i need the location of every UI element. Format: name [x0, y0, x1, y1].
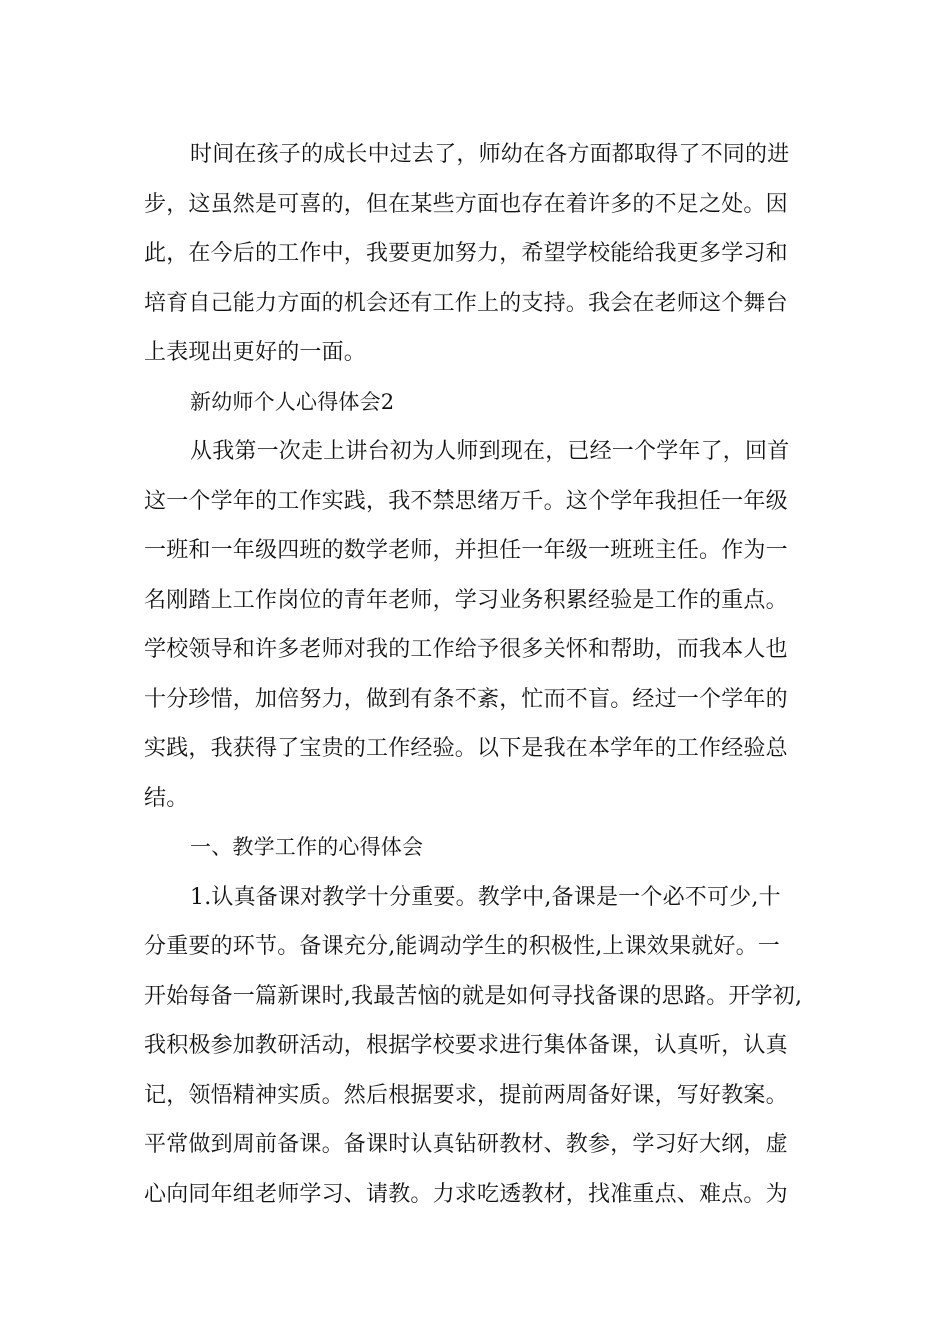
text-line: 步，这虽然是可喜的，但在某些方面也存在着许多的不足之处。因 — [144, 191, 788, 217]
paragraph-3 — [144, 873, 810, 1220]
text-line: 我积极参加教研活动，根据学校要求进行集体备课，认真听，认真 — [144, 1033, 788, 1058]
section-heading-teaching: 一、教学工作的心得体会 — [190, 835, 424, 859]
text-line: 学校领导和许多老师对我的工作给予很多关怀和帮助，而我本人也 — [144, 637, 788, 662]
paragraph-2 — [144, 427, 810, 823]
document-page — [144, 130, 810, 1219]
text-line: 这一个学年的工作实践，我不禁思绪万千。这个学年我担任一年级 — [144, 488, 788, 514]
text-line: 1.认真备课对教学十分重要。教学中,备课是一个必不可少,十 — [190, 884, 781, 910]
text-line: 名刚踏上工作岗位的青年老师，学习业务积累经验是工作的重点。 — [144, 587, 788, 613]
text-line: 实践，我获得了宝贵的工作经验。以下是我在本学年的工作经验总 — [144, 736, 788, 761]
text-line: 培育自己能力方面的机会还有工作上的支持。我会在老师这个舞台 — [144, 290, 788, 316]
text-line: 时间在孩子的成长中过去了，师幼在各方面都取得了不同的进 — [190, 142, 790, 167]
text-line: 十分珍惜，加倍努力，做到有条不紊，忙而不盲。经过一个学年的 — [144, 686, 788, 712]
text-line: 此，在今后的工作中，我要更加努力，希望学校能给我更多学习和 — [144, 241, 788, 266]
text-line: 平常做到周前备课。备课时认真钻研教材、教参，学习好大纲，虚 — [144, 1132, 788, 1157]
text-line: 从我第一次走上讲台初为人师到现在，已经一个学年了，回首 — [190, 439, 790, 464]
text-line: 上表现出更好的一面。 — [144, 340, 367, 365]
text-line: 心向同年组老师学习、请教。力求吃透教材，找准重点、难点。为 — [144, 1181, 788, 1207]
text-line: 一班和一年级四班的数学老师，并担任一年级一班班主任。作为一 — [144, 538, 788, 563]
section-heading-2: 新幼师个人心得体会2 — [190, 389, 395, 414]
text-line: 记，领悟精神实质。然后根据要求，提前两周备好课，写好教案。 — [144, 1082, 788, 1108]
text-line: 开始每备一篇新课时,我最苦恼的就是如何寻找备课的思路。开学初, — [144, 983, 803, 1009]
text-line: 结。 — [144, 785, 189, 811]
paragraph-1 — [144, 130, 810, 378]
text-line: 分重要的环节。备课充分,能调动学生的积极性,上课效果就好。一 — [144, 934, 780, 959]
